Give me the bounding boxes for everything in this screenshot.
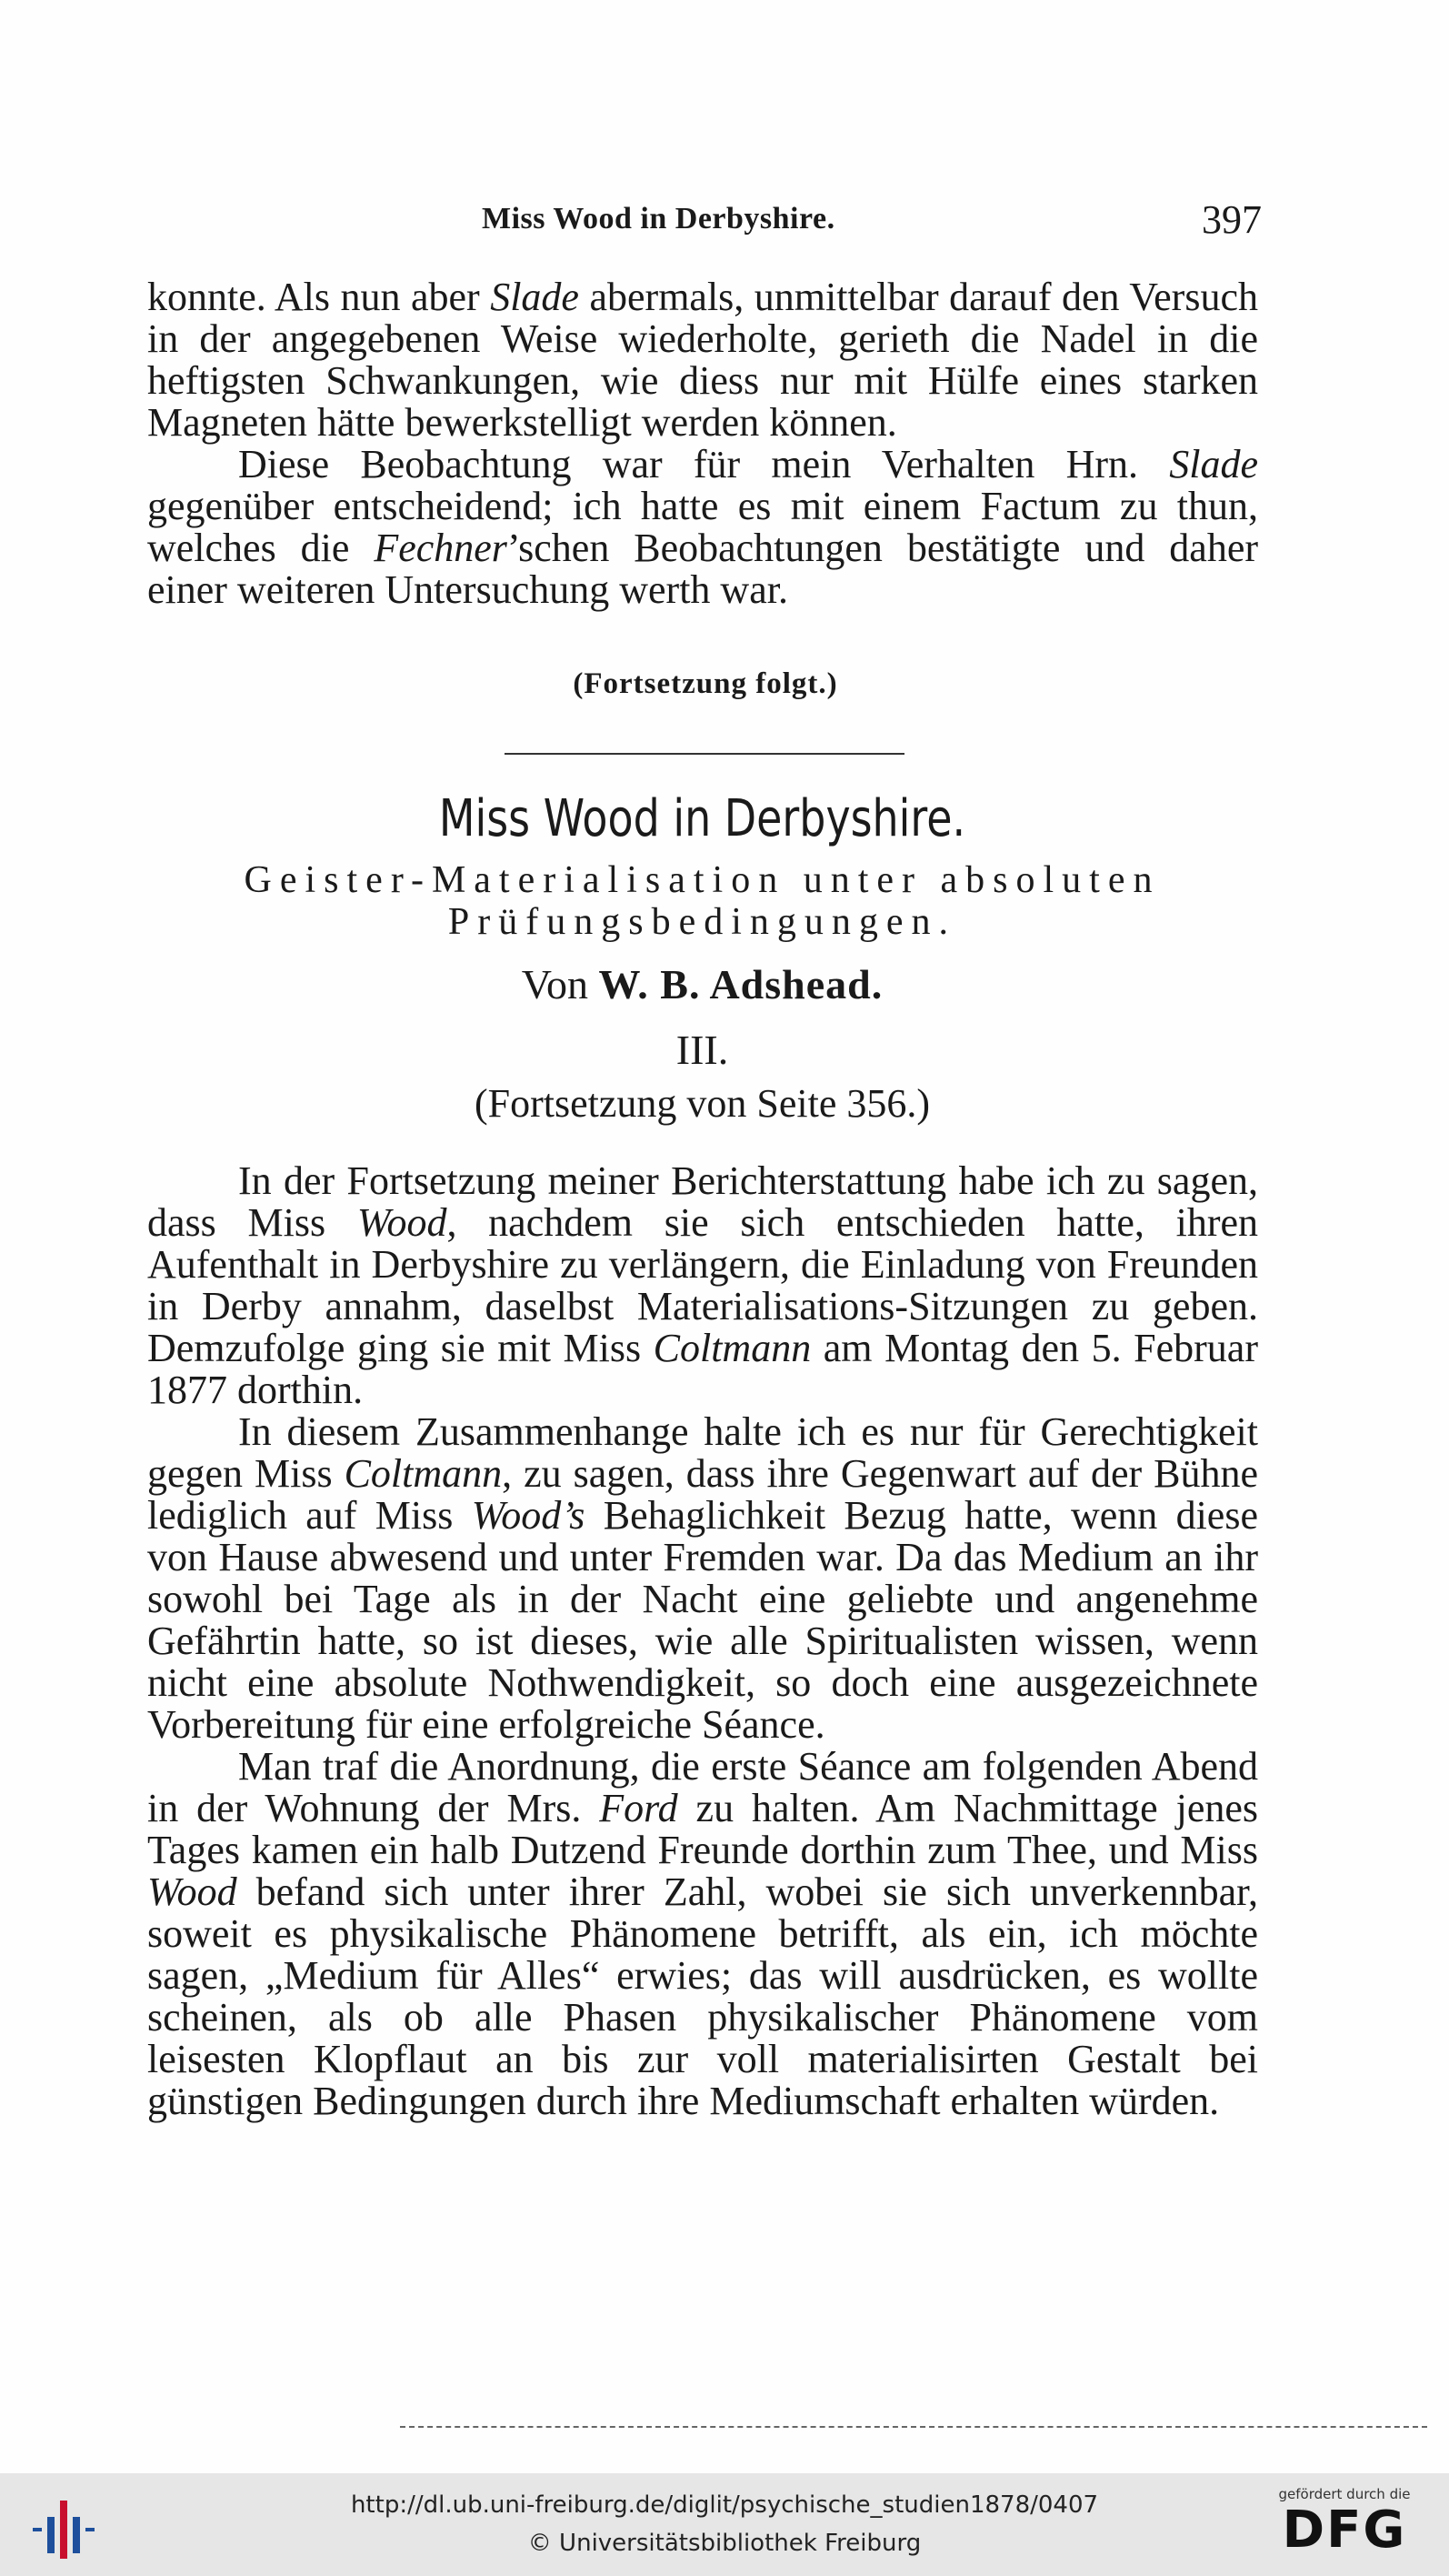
paragraph: konnte. Als nun aber Slade abermals, unmittelbar darauf den Versuch in der angegebenen Weise wiederholte, gerieth die Nadel in die heftigsten Schwankungen, wie diess nur mit Hülfe eines starken Magneten hätte bewerkstelligt werden können. (147, 275, 1258, 445)
to-be-continued-note: (Fortsetzung folgt.) (573, 667, 838, 700)
paragraph: In diesem Zusammenhange halte ich es nur für Gerechtigkeit gegen Miss Coltmann, zu sagen, dass ihre Gegenwart auf der Bühne lediglich auf Miss Wood’s Behaglichkeit Bezug hatte, wenn diese von Hause abwesend und unter Fremden war. Da das Medium an ihr sowohl bei Tage als in der Nacht eine geliebte und angenehme Gefährtin hatte, so ist dieses, wie alle Spiritualisten wissen, wenn nicht eine absolute Nothwendigkeit, so doch eine ausgezeichnete Vorbereitung für eine erfolgreiche Séance. (147, 1409, 1258, 1747)
footer-bar (0, 2473, 1449, 2576)
scan-artifact-line (400, 2426, 1427, 2428)
dfg-logo (1258, 2486, 1431, 2568)
paragraph: Diese Beobachtung war für mein Verhalten Hrn. Slade gegenüber entscheidend; ich hatte es mit einem Factum zu thun, welches die Fechner’schen Beobachtungen bestätigte und daher einer weiteren Untersuchung werth war. (147, 442, 1258, 612)
article-subtitle: Prüfungsbedingungen. (447, 901, 957, 943)
byline-author: W. B. Adshead. (598, 961, 884, 1007)
part-reference: (Fortsetzung von Seite 356.) (474, 1081, 931, 1126)
source-url[interactable]: http://dl.ub.uni-freiburg.de/diglit/psychische_studien1878/0407 (350, 2491, 1099, 2519)
continued-text (147, 276, 1258, 611)
dfg-caption: gefördert durch die (1278, 2486, 1411, 2502)
running-head-title: Miss Wood in Derbyshire. (482, 202, 835, 236)
paragraph: Man traf die Anordnung, die erste Séance am folgenden Abend in der Wohnung der Mrs. Ford zu halten. Am Nachmittage jenes Tages kamen ein halb Dutzend Freunde dorthin zum Thee, und Miss Wood befand sich unter ihrer Zahl, wobei sie sich unverkennbar, soweit es physikalische Phänomene betrifft, als ein, ich möchte sagen, „Medium für Alles“ erwies; das will ausdrücken, es wollte scheinen, als ob alle Phasen physikalischer Phänomene vom leisesten Klopflaut an bis zur voll materialisirten Gestalt bei günstigen Bedingungen durch ihre Mediumschaft erhalten würden. (147, 1744, 1259, 2123)
byline-prefix: Von (521, 961, 589, 1007)
copyright-notice: © Universitätsbibliothek Freiburg (527, 2530, 922, 2557)
paragraph: In der Fortsetzung meiner Berichterstattung habe ich zu sagen, dass Miss Wood, nachdem sie sich entschieden hatte, ihren Aufenthalt in Derbyshire zu verlängern, die Einladung von Freunden in Derby annahm, daselbst Materialisations-Sitzungen zu geben. Demzufolge ging sie mit Miss Coltmann am Montag den 5. Februar 1877 dorthin. (147, 1158, 1258, 1412)
article-title: Miss Wood in Derbyshire. (438, 789, 966, 848)
dfg-logo-text: DFG (1282, 2501, 1407, 2560)
section-divider (505, 753, 904, 755)
article-subtitle: Geister-Materialisation unter absoluten (244, 859, 1161, 901)
page-number: 397 (1202, 197, 1262, 242)
byline (0, 960, 1404, 1008)
article-body (147, 1160, 1258, 2122)
running-head (145, 195, 1262, 249)
part-number: III. (675, 1027, 729, 1073)
